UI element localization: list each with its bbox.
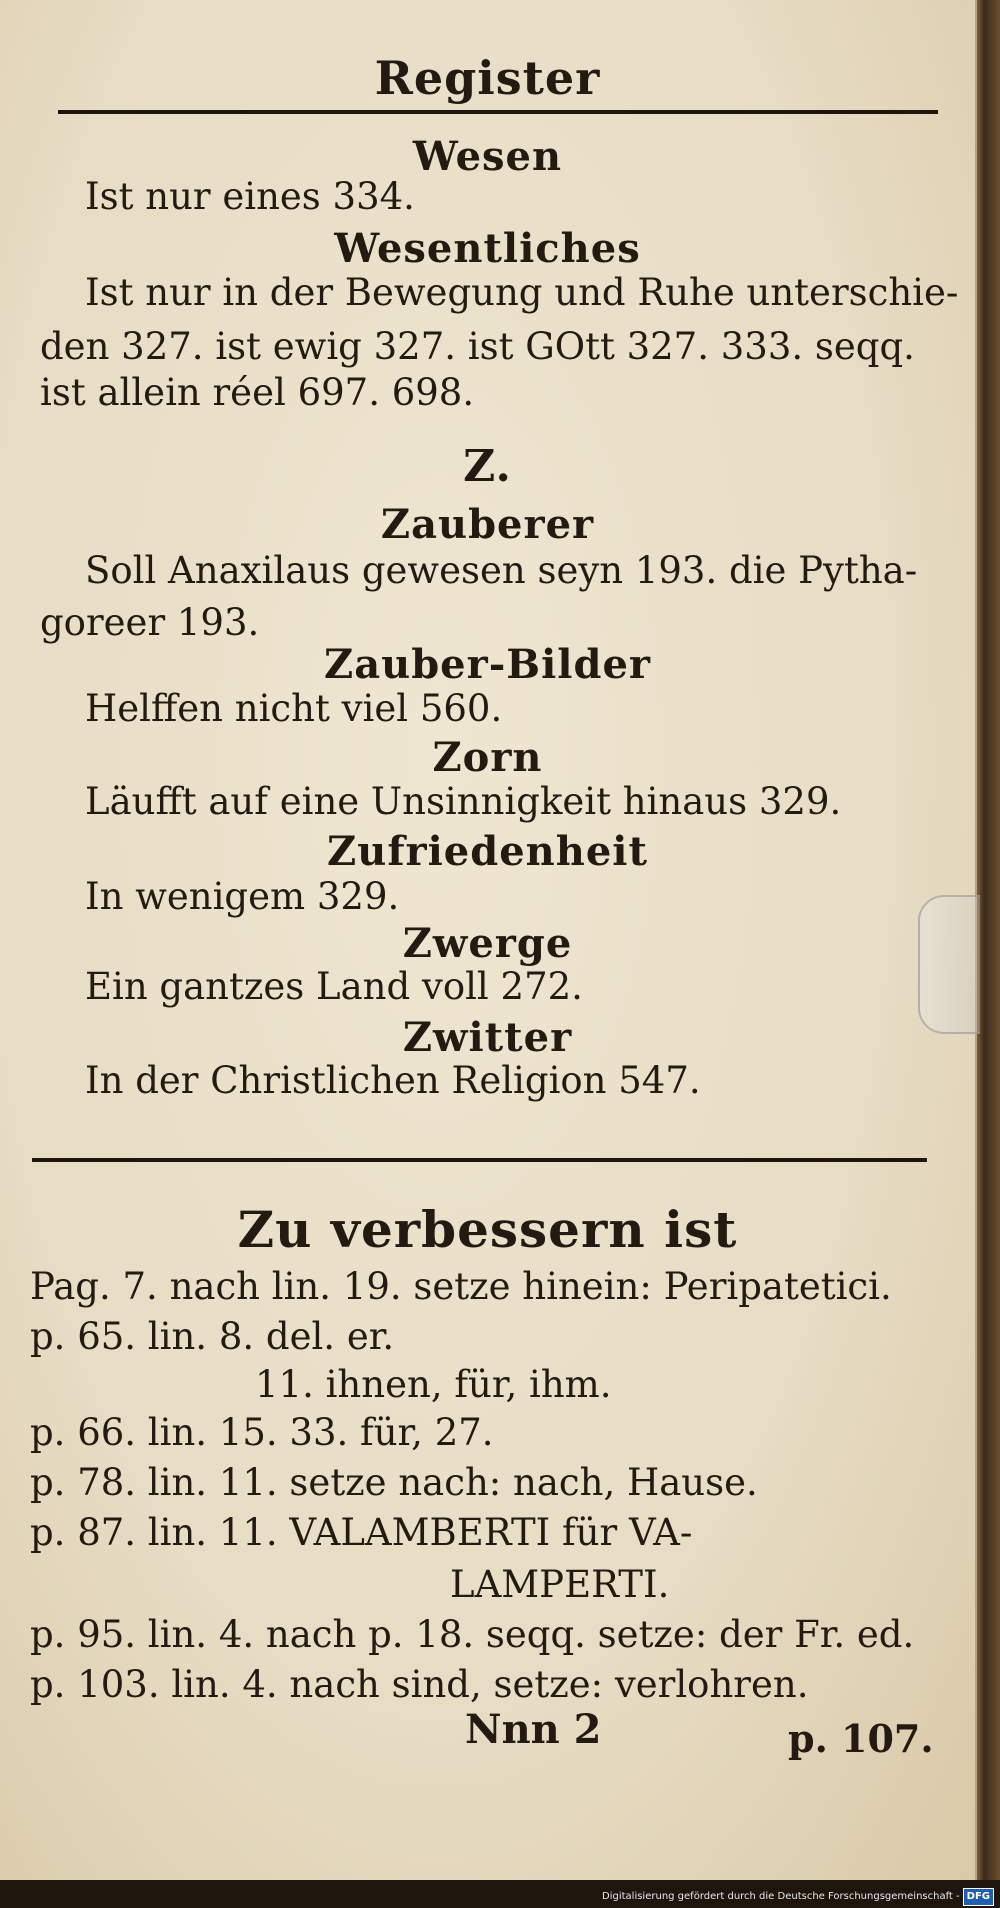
errata-line: p. 65. lin. 8. del. er. xyxy=(30,1315,395,1358)
section-letter: Z. xyxy=(463,441,512,492)
entry-line: Soll Anaxilaus gewesen seyn 193. die Pytha- xyxy=(85,549,918,592)
entry-head: Zwitter xyxy=(402,1014,573,1061)
errata-line: p. 78. lin. 11. setze nach: nach, Hause. xyxy=(30,1461,758,1504)
page-clip xyxy=(918,895,980,1034)
entry-head: Zwerge xyxy=(402,920,573,967)
errata-line: p. 103. lin. 4. nach sind, setze: verlohren. xyxy=(30,1663,809,1706)
entry-head: Zufriedenheit xyxy=(327,828,648,875)
errata-title: Zu verbessern ist xyxy=(237,1200,738,1259)
dfg-logo: DFG xyxy=(963,1888,994,1906)
entry-line: Ein gantzes Land voll 272. xyxy=(85,965,583,1008)
running-head: Register xyxy=(374,51,601,105)
entry-line: Ist nur eines 334. xyxy=(85,175,415,218)
entry-head: Zauberer xyxy=(380,501,595,548)
entry-line: ist allein réel 697. 698. xyxy=(40,371,475,414)
section-rule xyxy=(32,1158,927,1162)
entry-line: Läufft auf eine Unsinnigkeit hinaus 329. xyxy=(85,780,842,823)
entry-line: In wenigem 329. xyxy=(85,875,400,918)
errata-line: p. 87. lin. 11. VALAMBERTI für VA- xyxy=(30,1511,693,1554)
entry-line: Ist nur in der Bewegung und Ruhe unterschie- xyxy=(85,271,959,314)
entry-line: den 327. ist ewig 327. ist GOtt 327. 333. seqq. xyxy=(40,325,915,368)
catchword-next-page: p. 107. xyxy=(788,1716,934,1761)
errata-line: LAMPERTI. xyxy=(450,1563,670,1606)
entry-head: Zauber-Bilder xyxy=(324,641,651,688)
entry-line: Helffen nicht viel 560. xyxy=(85,687,503,730)
entry-head: Zorn xyxy=(432,734,543,781)
entry-head: Wesen xyxy=(412,133,563,180)
entry-line: In der Christlichen Religion 547. xyxy=(85,1059,701,1102)
digitization-credit xyxy=(602,1888,994,1904)
errata-line: 11. ihnen, für, ihm. xyxy=(255,1363,612,1406)
errata-line: p. 95. lin. 4. nach p. 18. seqq. setze: der Fr. ed. xyxy=(30,1613,915,1656)
entry-head: Wesentliches xyxy=(334,225,641,272)
errata-line: Pag. 7. nach lin. 19. setze hinein: Peripatetici. xyxy=(30,1265,892,1308)
catchword-signature: Nnn 2 xyxy=(465,1706,602,1753)
credit-text: Digitalisierung gefördert durch die Deutsche Forschungsgemeinschaft - xyxy=(602,1891,960,1902)
errata-line: p. 66. lin. 15. 33. für, 27. xyxy=(30,1411,494,1454)
head-rule xyxy=(58,110,938,114)
entry-line: goreer 193. xyxy=(40,601,260,644)
